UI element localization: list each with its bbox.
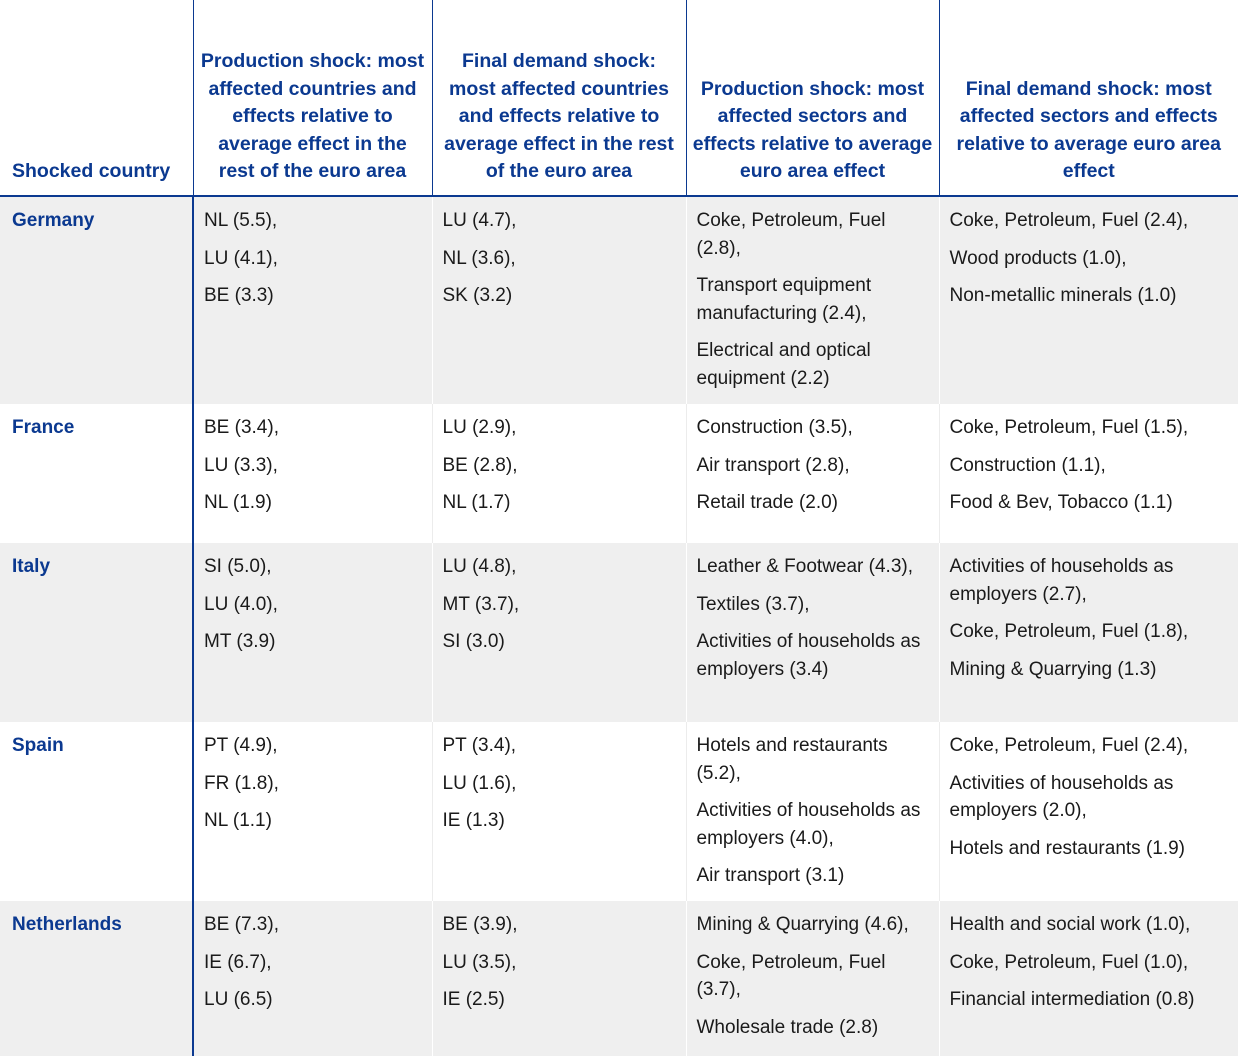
list-item: SI (3.0): [442, 631, 505, 653]
list-item: Hotels and restaurants (5.2),: [696, 735, 888, 784]
list-item: Coke, Petroleum, Fuel (2.4),: [949, 735, 1189, 756]
table-row: [0, 901, 1238, 1056]
production-sectors-cell: [686, 901, 939, 1056]
list-item: NL (5.5),: [204, 210, 278, 231]
list-item: Activities of households as employers (4.0),: [696, 800, 921, 849]
production-sectors-cell: [686, 722, 939, 901]
list-item: PT (4.9),: [204, 735, 278, 756]
country-name: Germany: [0, 196, 193, 404]
list-item: Transport equipment manufacturing (2.4),: [696, 275, 872, 324]
header-row: [0, 0, 1238, 196]
list-item: Activities of households as employers (2.0),: [949, 772, 1174, 822]
list-item: LU (6.5): [204, 989, 273, 1011]
production-sectors-cell: [686, 404, 939, 543]
list-item: Wholesale trade (2.8): [696, 1016, 879, 1038]
list-item: NL (1.9): [204, 492, 272, 514]
list-item: LU (4.7),: [442, 210, 517, 231]
demand-countries-cell: [432, 722, 686, 901]
list-item: Hotels and restaurants (1.9): [949, 837, 1186, 859]
list-item: Coke, Petroleum, Fuel (1.0),: [949, 951, 1189, 973]
list-item: Activities of households as employers (2.7),: [949, 556, 1174, 605]
demand-sectors-cell: [939, 404, 1238, 543]
list-item: SI (5.0),: [204, 556, 272, 577]
production-countries-cell: [193, 404, 432, 543]
list-item: Health and social work (1.0),: [949, 914, 1191, 935]
list-item: Activities of households as employers (3.4): [696, 631, 921, 680]
list-item: LU (2.9),: [442, 417, 517, 438]
list-item: IE (2.5): [442, 989, 505, 1011]
list-item: LU (3.3),: [204, 454, 278, 476]
list-item: BE (7.3),: [204, 914, 279, 935]
country-name: France: [0, 404, 193, 543]
list-item: Coke, Petroleum, Fuel (3.7),: [696, 951, 886, 1001]
demand-sectors-cell: [939, 722, 1238, 901]
list-item: Construction (1.1),: [949, 454, 1106, 476]
list-item: SK (3.2): [442, 285, 513, 307]
list-item: Non-metallic minerals (1.0): [949, 285, 1177, 307]
production-sectors-cell: [686, 543, 939, 722]
list-item: NL (1.7): [442, 492, 511, 514]
demand-sectors-cell: [939, 543, 1238, 722]
list-item: Financial intermediation (0.8): [949, 989, 1195, 1011]
list-item: Mining & Quarrying (1.3): [949, 658, 1157, 680]
country-name: Netherlands: [0, 901, 193, 1056]
list-item: LU (4.1),: [204, 247, 278, 269]
table-row: [0, 722, 1238, 901]
list-item: Air transport (2.8),: [696, 454, 850, 476]
demand-sectors-cell: [939, 901, 1238, 1056]
header-demand-sectors: Final demand shock: most affected sectors and effects relative to average euro area effect: [939, 0, 1238, 196]
list-item: MT (3.9): [204, 631, 276, 653]
list-item: Air transport (3.1): [696, 865, 845, 887]
demand-sectors-cell: [939, 196, 1238, 404]
list-item: BE (3.3): [204, 285, 274, 307]
list-item: Coke, Petroleum, Fuel (2.8),: [696, 210, 886, 259]
list-item: Wood products (1.0),: [949, 247, 1127, 269]
header-production-sectors: Production shock: most affected sectors and effects relative to average euro area effect: [686, 0, 939, 196]
list-item: NL (1.1): [204, 810, 272, 832]
demand-countries-cell: [432, 543, 686, 722]
demand-countries-cell: [432, 404, 686, 543]
list-item: BE (3.4),: [204, 417, 279, 438]
list-item: Retail trade (2.0): [696, 492, 839, 514]
table-row: [0, 543, 1238, 722]
country-name: Italy: [0, 543, 193, 722]
production-countries-cell: [193, 543, 432, 722]
list-item: Mining & Quarrying (4.6),: [696, 914, 909, 935]
list-item: Food & Bev, Tobacco (1.1): [949, 492, 1173, 514]
production-countries-cell: [193, 196, 432, 404]
production-countries-cell: [193, 901, 432, 1056]
list-item: Coke, Petroleum, Fuel (2.4),: [949, 210, 1189, 231]
production-sectors-cell: [686, 196, 939, 404]
list-item: FR (1.8),: [204, 772, 279, 794]
list-item: BE (3.9),: [442, 914, 518, 935]
demand-countries-cell: [432, 196, 686, 404]
list-item: Coke, Petroleum, Fuel (1.5),: [949, 417, 1189, 438]
demand-countries-cell: [432, 901, 686, 1056]
list-item: Leather & Footwear (4.3),: [696, 556, 913, 577]
list-item: Coke, Petroleum, Fuel (1.8),: [949, 621, 1189, 643]
table-row: [0, 404, 1238, 543]
list-item: MT (3.7),: [442, 593, 520, 615]
list-item: LU (3.5),: [442, 951, 517, 973]
list-item: LU (4.8),: [442, 556, 517, 577]
list-item: LU (4.0),: [204, 593, 278, 615]
country-name: Spain: [0, 722, 193, 901]
list-item: PT (3.4),: [442, 735, 517, 756]
header-shocked-country: Shocked country: [0, 0, 193, 196]
header-demand-countries: Final demand shock: most affected countries and effects relative to average effect in the rest of the euro area: [432, 0, 686, 196]
header-production-countries: Production shock: most affected countries and effects relative to average effect in the rest of the euro area: [193, 0, 432, 196]
list-item: IE (6.7),: [204, 951, 272, 973]
list-item: Construction (3.5),: [696, 417, 853, 438]
list-item: BE (2.8),: [442, 454, 518, 476]
list-item: Textiles (3.7),: [696, 593, 810, 615]
list-item: LU (1.6),: [442, 772, 517, 794]
list-item: Electrical and optical equipment (2.2): [696, 340, 871, 389]
production-countries-cell: [193, 722, 432, 901]
list-item: IE (1.3): [442, 810, 505, 832]
list-item: NL (3.6),: [442, 247, 516, 269]
table-row: [0, 196, 1238, 404]
